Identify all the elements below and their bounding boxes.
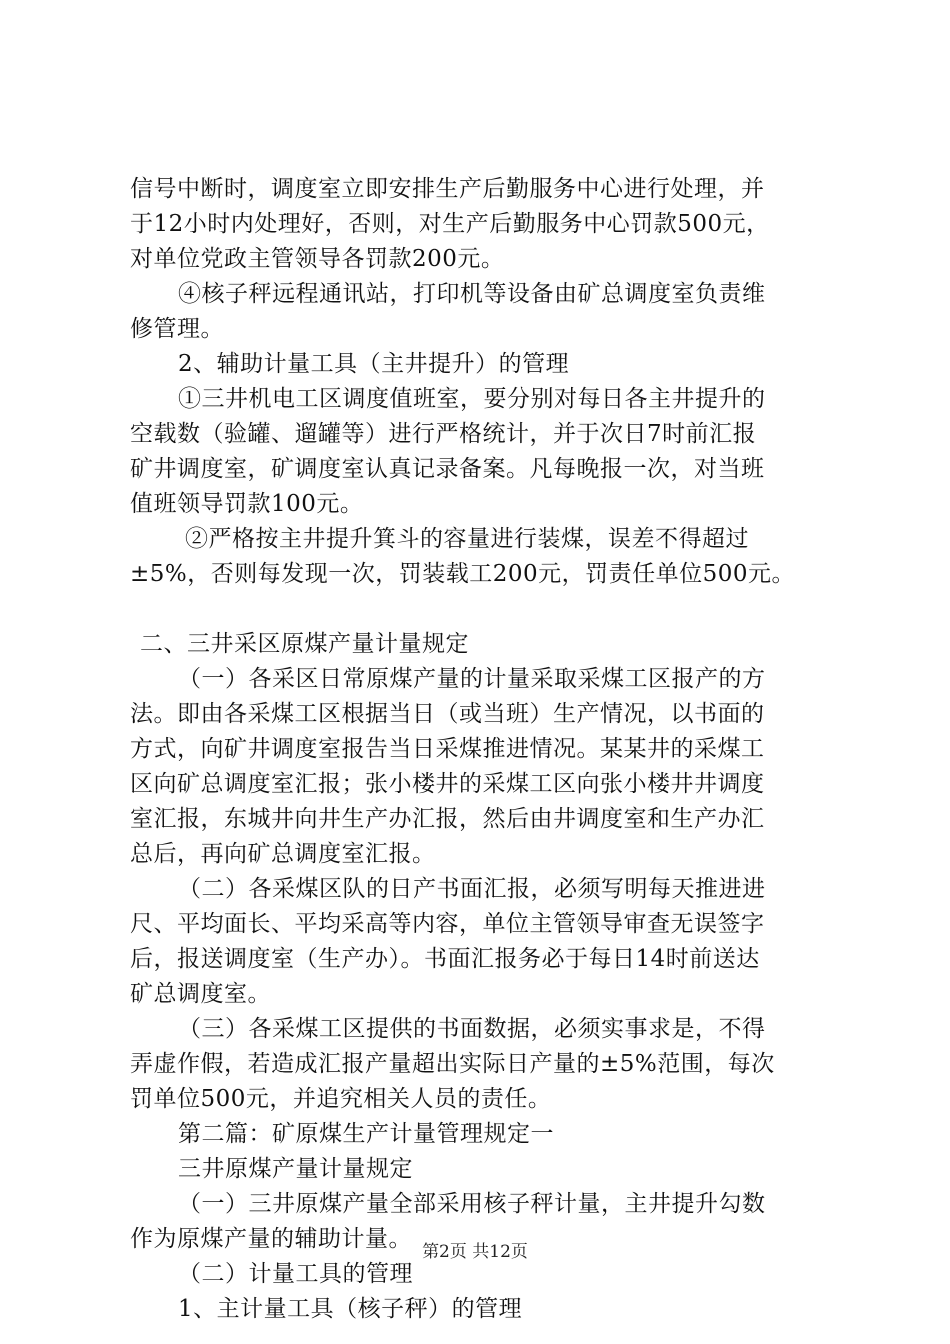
- text-line: 后，报送调度室（生产办）。书面汇报务必于每日14时前送达: [130, 946, 760, 972]
- text-line: ①三井机电工区调度值班室，要分别对每日各主井提升的: [178, 386, 766, 412]
- text-line: ②严格按主井提升箕斗的容量进行装煤，误差不得超过: [185, 526, 749, 552]
- text-line: 尺、平均面长、平均采高等内容，单位主管领导审查无误签字: [130, 911, 765, 937]
- text-line: 方式，向矿井调度室报告当日采煤推进情况。某某井的采煤工: [130, 736, 765, 762]
- paragraph-gap: [130, 592, 850, 627]
- text-line: （一）三井原煤产量全部采用核子秤计量，主井提升勾数: [178, 1191, 766, 1217]
- subsection-heading: 1、主计量工具（核子秤）的管理: [178, 1296, 523, 1322]
- text-line: 对单位党政主管领导各罚款200元。: [130, 246, 505, 272]
- text-line: （一）各采区日常原煤产量的计量采取采煤工区报产的方: [178, 666, 766, 692]
- section-heading: 二、三井采区原煤产量计量规定: [140, 631, 469, 657]
- text-line: ±5%，否则每发现一次，罚装载工200元，罚责任单位500元。: [130, 561, 796, 587]
- text-line: 矿总调度室。: [130, 981, 271, 1007]
- text-line: 区向矿总调度室汇报；张小楼井的采煤工区向张小楼井井调度: [130, 771, 765, 797]
- text-line: 值班领导罚款100元。: [130, 491, 364, 517]
- text-line: 修管理。: [130, 316, 224, 342]
- text-line: 作为原煤产量的辅助计量。: [130, 1226, 412, 1252]
- text-line: 法。即由各采煤工区根据当日（或当班）生产情况，以书面的: [130, 701, 765, 727]
- text-line: （三）各采煤工区提供的书面数据，必须实事求是，不得: [178, 1016, 766, 1042]
- text-line: 信号中断时，调度室立即安排生产后勤服务中心进行处理，并: [130, 176, 765, 202]
- page-number-footer: 第2页 共12页: [422, 1242, 528, 1262]
- text-line: 罚单位500元，并追究相关人员的责任。: [130, 1086, 552, 1112]
- document-body: [130, 172, 850, 1327]
- subsection-heading: 2、辅助计量工具（主井提升）的管理: [178, 351, 570, 377]
- text-line: ④核子秤远程通讯站，打印机等设备由矿总调度室负责维: [178, 281, 766, 307]
- text-line: 总后，再向矿总调度室汇报。: [130, 841, 436, 867]
- text-line: 于12小时内处理好，否则，对生产后勤服务中心罚款500元，: [130, 211, 770, 237]
- subsection-heading: （二）计量工具的管理: [178, 1261, 413, 1287]
- text-line: 空载数（验罐、遛罐等）进行严格统计，并于次日7时前汇报: [130, 421, 757, 447]
- section-heading: 三井原煤产量计量规定: [178, 1156, 413, 1182]
- text-line: （二）各采煤区队的日产书面汇报，必须写明每天推进进: [178, 876, 766, 902]
- text-line: 弄虚作假，若造成汇报产量超出实际日产量的±5%范围，每次: [130, 1051, 775, 1077]
- chapter-heading: 第二篇：矿原煤生产计量管理规定一: [178, 1121, 554, 1147]
- text-line: 矿井调度室，矿调度室认真记录备案。凡每晚报一次，对当班: [130, 456, 765, 482]
- text-line: 室汇报，东城井向井生产办汇报，然后由井调度室和生产办汇: [130, 806, 765, 832]
